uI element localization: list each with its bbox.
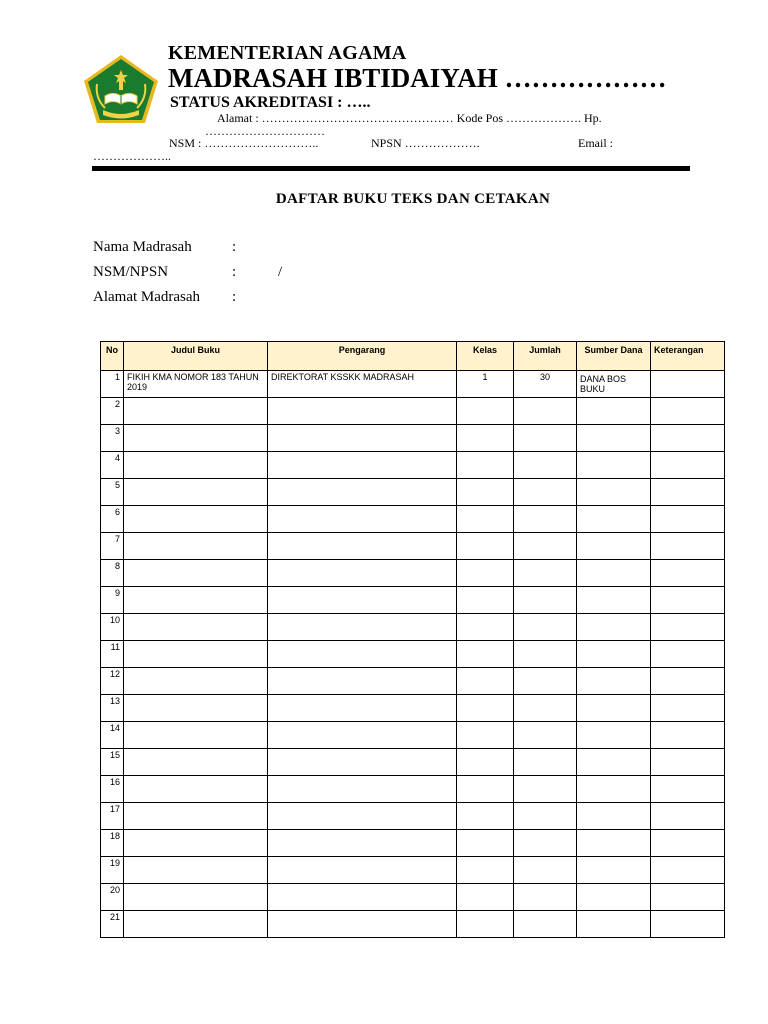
cell-keterangan: [651, 479, 725, 506]
kemenag-logo: [83, 54, 159, 124]
cell-kelas: [457, 749, 514, 776]
cell-no: 4: [101, 452, 124, 479]
cell-no: 8: [101, 560, 124, 587]
cell-judul-buku: FIKIH KMA NOMOR 183 TAHUN 2019: [124, 371, 268, 398]
cell-sumber-dana: [577, 641, 651, 668]
cell-keterangan: [651, 776, 725, 803]
cell-keterangan: [651, 749, 725, 776]
cell-kelas: [457, 560, 514, 587]
cell-sumber-dana: [577, 884, 651, 911]
cell-judul-buku: [124, 830, 268, 857]
cell-jumlah: [514, 587, 577, 614]
cell-jumlah: [514, 695, 577, 722]
table-row: [101, 668, 725, 695]
cell-kelas: [457, 425, 514, 452]
cell-judul-buku: [124, 722, 268, 749]
cell-keterangan: [651, 560, 725, 587]
document-title: DAFTAR BUKU TEKS DAN CETAKAN: [275, 191, 551, 207]
cell-jumlah: [514, 533, 577, 560]
cell-judul-buku: [124, 803, 268, 830]
cell-pengarang: [268, 911, 457, 938]
cell-no: 19: [101, 857, 124, 884]
cell-keterangan: [651, 533, 725, 560]
cell-jumlah: [514, 560, 577, 587]
cell-pengarang: [268, 695, 457, 722]
cell-jumlah: [514, 884, 577, 911]
cell-kelas: [457, 911, 514, 938]
cell-sumber-dana: [577, 398, 651, 425]
cell-no: 7: [101, 533, 124, 560]
cell-keterangan: [651, 695, 725, 722]
cell-jumlah: [514, 614, 577, 641]
cell-pengarang: [268, 803, 457, 830]
npsn-line: NPSN ……………….: [371, 136, 480, 150]
cell-no: 20: [101, 884, 124, 911]
cell-jumlah: [514, 830, 577, 857]
table-row: [101, 641, 725, 668]
cell-sumber-dana: [577, 614, 651, 641]
cell-judul-buku: [124, 506, 268, 533]
cell-kelas: [457, 506, 514, 533]
table-row: [101, 776, 725, 803]
cell-no: 12: [101, 668, 124, 695]
cell-judul-buku: [124, 533, 268, 560]
cell-judul-buku: [124, 398, 268, 425]
cell-jumlah: [514, 479, 577, 506]
cell-pengarang: [268, 479, 457, 506]
cell-jumlah: [514, 749, 577, 776]
table-row: [101, 371, 725, 398]
cell-pengarang: [268, 641, 457, 668]
cell-kelas: [457, 398, 514, 425]
table-row: [101, 398, 725, 425]
cell-keterangan: [651, 857, 725, 884]
cell-judul-buku: [124, 479, 268, 506]
header-judul-buku: Judul Buku: [124, 342, 268, 371]
cell-pengarang: [268, 722, 457, 749]
cell-sumber-dana: [577, 722, 651, 749]
cell-keterangan: [651, 425, 725, 452]
email-label: Email :: [578, 136, 613, 150]
cell-sumber-dana: [577, 533, 651, 560]
address-line: Alamat : ………………………………………… Kode Pos ………………. Hp.: [217, 111, 602, 125]
cell-pengarang: [268, 452, 457, 479]
table-header-row: [101, 342, 725, 371]
school-name: MADRASAH IBTIDAIYAH ………………: [168, 63, 667, 93]
cell-kelas: [457, 452, 514, 479]
cell-pengarang: [268, 749, 457, 776]
cell-sumber-dana: [577, 668, 651, 695]
cell-kelas: [457, 722, 514, 749]
cell-kelas: [457, 641, 514, 668]
ministry-name: KEMENTERIAN AGAMA: [168, 42, 407, 64]
cell-pengarang: [268, 506, 457, 533]
cell-jumlah: [514, 641, 577, 668]
cell-kelas: [457, 803, 514, 830]
cell-sumber-dana: [577, 857, 651, 884]
cell-pengarang: [268, 668, 457, 695]
header-no: No: [101, 342, 124, 371]
email-continuation: ………………..: [93, 149, 171, 163]
cell-no: 13: [101, 695, 124, 722]
cell-keterangan: [651, 614, 725, 641]
cell-sumber-dana: [577, 749, 651, 776]
cell-judul-buku: [124, 614, 268, 641]
table-row: [101, 911, 725, 938]
table-row: [101, 560, 725, 587]
cell-sumber-dana: [577, 452, 651, 479]
cell-kelas: [457, 830, 514, 857]
field-colon: :: [232, 264, 237, 280]
cell-jumlah: [514, 398, 577, 425]
cell-no: 14: [101, 722, 124, 749]
cell-judul-buku: [124, 668, 268, 695]
cell-kelas: [457, 857, 514, 884]
field-label-nama-madrasah: Nama Madrasah: [93, 239, 192, 255]
table-row: [101, 452, 725, 479]
cell-jumlah: [514, 668, 577, 695]
cell-keterangan: [651, 830, 725, 857]
cell-pengarang: [268, 776, 457, 803]
cell-keterangan: [651, 803, 725, 830]
cell-pengarang: [268, 533, 457, 560]
cell-judul-buku: [124, 911, 268, 938]
table-row: [101, 830, 725, 857]
cell-sumber-dana: DANA BOS BUKU: [577, 371, 651, 398]
cell-no: 2: [101, 398, 124, 425]
table-row: [101, 722, 725, 749]
cell-no: 21: [101, 911, 124, 938]
header-sumber-dana: Sumber Dana: [577, 342, 651, 371]
cell-no: 11: [101, 641, 124, 668]
cell-keterangan: [651, 506, 725, 533]
cell-sumber-dana: [577, 830, 651, 857]
cell-pengarang: [268, 614, 457, 641]
cell-keterangan: [651, 911, 725, 938]
cell-pengarang: DIREKTORAT KSSKK MADRASAH: [268, 371, 457, 398]
table-row: [101, 614, 725, 641]
cell-sumber-dana: [577, 506, 651, 533]
cell-kelas: [457, 776, 514, 803]
cell-no: 9: [101, 587, 124, 614]
address-continuation: …………………………: [205, 124, 325, 138]
cell-jumlah: [514, 776, 577, 803]
cell-no: 6: [101, 506, 124, 533]
cell-sumber-dana: [577, 803, 651, 830]
header-pengarang: Pengarang: [268, 342, 457, 371]
table-row: [101, 533, 725, 560]
table-row: [101, 587, 725, 614]
table-row: [101, 884, 725, 911]
table-row: [101, 695, 725, 722]
cell-keterangan: [651, 884, 725, 911]
table-row: [101, 857, 725, 884]
cell-jumlah: [514, 722, 577, 749]
header-kelas: Kelas: [457, 342, 514, 371]
header-divider: [92, 166, 690, 171]
cell-keterangan: [651, 371, 725, 398]
cell-judul-buku: [124, 587, 268, 614]
field-colon: :: [232, 239, 237, 255]
cell-kelas: [457, 668, 514, 695]
cell-keterangan: [651, 722, 725, 749]
field-label-alamat-madrasah: Alamat Madrasah: [93, 289, 201, 305]
cell-keterangan: [651, 452, 725, 479]
cell-kelas: [457, 533, 514, 560]
cell-no: 15: [101, 749, 124, 776]
cell-no: 18: [101, 830, 124, 857]
cell-pengarang: [268, 425, 457, 452]
cell-kelas: [457, 479, 514, 506]
cell-no: 10: [101, 614, 124, 641]
nsm-line: NSM : ………………………..: [169, 136, 319, 150]
cell-no: 17: [101, 803, 124, 830]
table-row: [101, 425, 725, 452]
cell-sumber-dana: [577, 479, 651, 506]
cell-judul-buku: [124, 884, 268, 911]
cell-sumber-dana: [577, 911, 651, 938]
accreditation-status: STATUS AKREDITASI : …..: [170, 94, 371, 111]
cell-pengarang: [268, 560, 457, 587]
cell-sumber-dana: [577, 776, 651, 803]
field-label-nsm-npsn: NSM/NPSN: [93, 264, 169, 280]
header-jumlah: Jumlah: [514, 342, 577, 371]
cell-keterangan: [651, 668, 725, 695]
cell-pengarang: [268, 857, 457, 884]
cell-pengarang: [268, 884, 457, 911]
nsm-npsn-separator: /: [278, 264, 283, 280]
cell-pengarang: [268, 398, 457, 425]
cell-sumber-dana: [577, 587, 651, 614]
cell-jumlah: 30: [514, 371, 577, 398]
cell-pengarang: [268, 587, 457, 614]
cell-jumlah: [514, 425, 577, 452]
cell-judul-buku: [124, 749, 268, 776]
cell-kelas: [457, 587, 514, 614]
table-row: [101, 506, 725, 533]
cell-kelas: [457, 614, 514, 641]
book-list-table: [100, 341, 725, 938]
cell-no: 5: [101, 479, 124, 506]
cell-keterangan: [651, 587, 725, 614]
table-row: [101, 803, 725, 830]
cell-judul-buku: [124, 641, 268, 668]
cell-jumlah: [514, 452, 577, 479]
cell-no: 1: [101, 371, 124, 398]
cell-sumber-dana: [577, 425, 651, 452]
cell-kelas: [457, 695, 514, 722]
cell-keterangan: [651, 398, 725, 425]
header-keterangan: Keterangan: [651, 342, 725, 371]
cell-kelas: [457, 884, 514, 911]
cell-judul-buku: [124, 857, 268, 884]
cell-judul-buku: [124, 560, 268, 587]
cell-jumlah: [514, 506, 577, 533]
cell-judul-buku: [124, 425, 268, 452]
table-row: [101, 479, 725, 506]
cell-keterangan: [651, 641, 725, 668]
table-row: [101, 749, 725, 776]
cell-judul-buku: [124, 452, 268, 479]
cell-sumber-dana: [577, 695, 651, 722]
cell-no: 16: [101, 776, 124, 803]
cell-no: 3: [101, 425, 124, 452]
cell-jumlah: [514, 911, 577, 938]
cell-judul-buku: [124, 695, 268, 722]
cell-kelas: 1: [457, 371, 514, 398]
table-body: [101, 371, 725, 938]
cell-jumlah: [514, 803, 577, 830]
cell-judul-buku: [124, 776, 268, 803]
cell-pengarang: [268, 830, 457, 857]
cell-sumber-dana: [577, 560, 651, 587]
cell-jumlah: [514, 857, 577, 884]
field-colon: :: [232, 289, 237, 305]
